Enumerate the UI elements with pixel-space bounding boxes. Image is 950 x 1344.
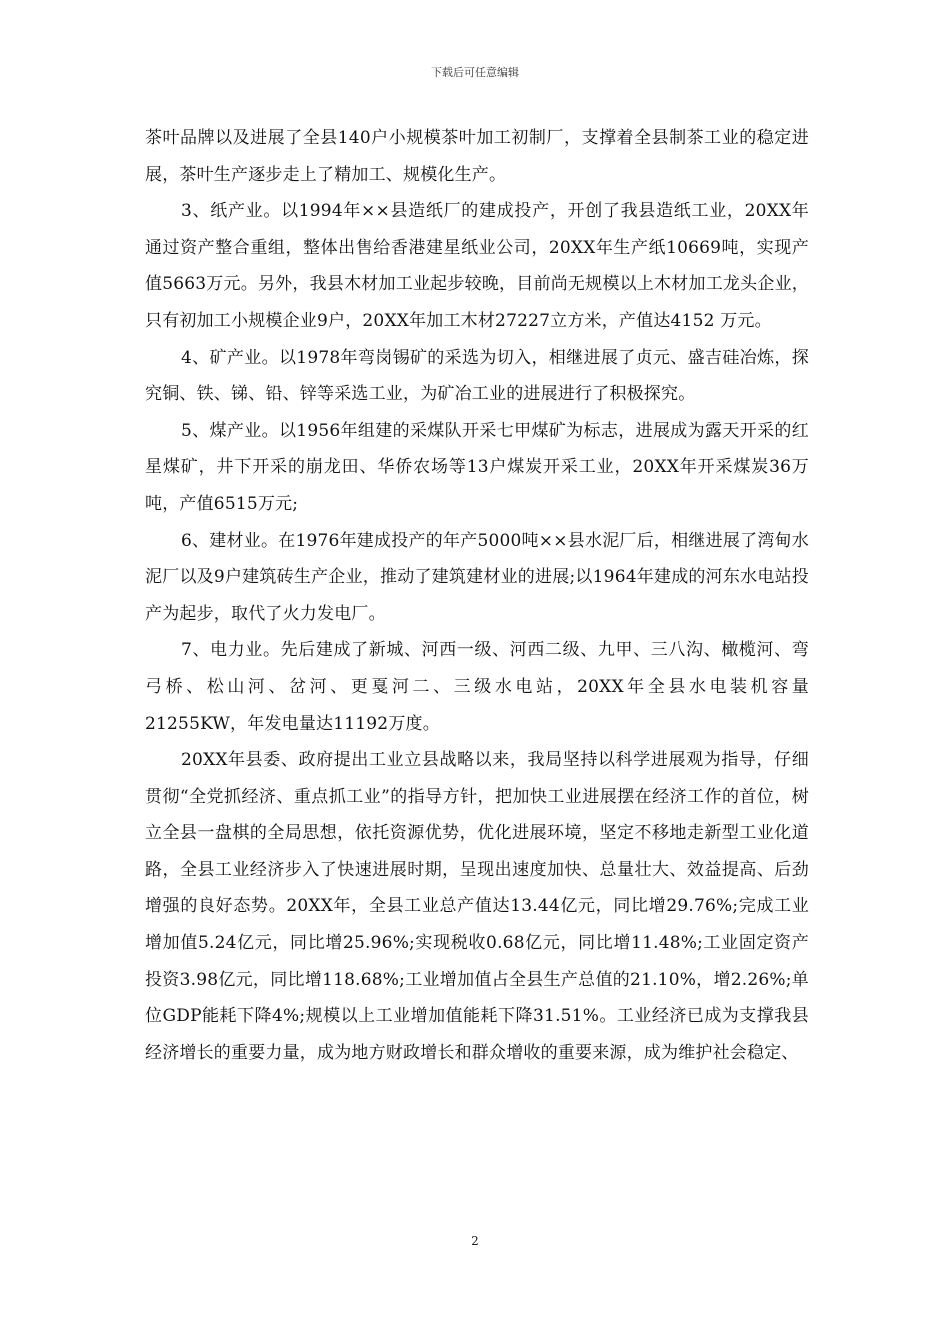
- document-body: [145, 120, 809, 1071]
- paragraph-power-industry: 7、电力业。先后建成了新城、河西一级、河西二级、九甲、三八沟、橄榄河、弯弓桥、松山河、岔河、更戛河二、三级水电站，20XX年全县水电装机容量21255KW，年发电量达11192万度。: [145, 640, 809, 734]
- page-header: 下载后可任意编辑: [431, 66, 519, 79]
- paragraph-coal-industry: 5、煤产业。以1956年组建的采煤队开采七甲煤矿为标志，进展成为露天开采的红星煤矿，井下开采的崩龙田、华侨农场等13户煤炭开采工业，20XX年开采煤炭36万吨，产值6515万元;: [145, 420, 809, 514]
- paragraph-mining-industry: 4、矿产业。以1978年弯岗锡矿的采选为切入，相继进展了贞元、盛吉硅冶炼，探究铜、铁、锑、铅、锌等采选工业，为矿冶工业的进展进行了积极探究。: [145, 347, 809, 405]
- page-number: 2: [471, 1234, 479, 1248]
- paragraph-building-materials: 6、建材业。在1976年建成投产的年产5000吨××县水泥厂后，相继进展了湾甸水泥厂以及9户建筑砖生产企业，推动了建筑建材业的进展;以1964年建成的河东水电站投产为起步，取代了火力发电厂。: [145, 530, 809, 624]
- paragraph-continuation: 茶叶品牌以及进展了全县140户小规模茶叶加工初制厂，支撑着全县制茶工业的稳定进展，茶叶生产逐步走上了精加工、规模化生产。: [145, 128, 809, 185]
- paragraph-industrial-strategy: 20XX年县委、政府提出工业立县战略以来，我局坚持以科学进展观为指导，仔细贯彻“全党抓经济、重点抓工业”的指导方针，把加快工业进展摆在经济工作的首位，树立全县一盘棋的全局思想，依托资源优势，优化进展环境，坚定不移地走新型工业化道路，全县工业经济步入了快速进展时期，呈现出速度加快、总量壮大、效益提高、后劲增强的良好态势。20XX年，全县工业总产值达13.44亿元，同比增29.76%;完成工业增加值5.24亿元，同比增25.96%;实现税收0.68亿元，同比增11.48%;工业固定资产投资3.98亿元，同比增118.68%;工业增加值占全县生产总值的21.10%，增2.26%;单位GDP能耗下降4%;规模以上工业增加值能耗下降31.51%。工业经济已成为支撑我县经济增长的重要力量，成为地方财政增长和群众增收的重要来源，成为维护社会稳定、: [145, 750, 809, 1063]
- paragraph-paper-industry: 3、纸产业。以1994年××县造纸厂的建成投产，开创了我县造纸工业，20XX年通过资产整合重组，整体出售给香港建星纸业公司，20XX年生产纸10669吨，实现产值5663万元。另外，我县木材加工业起步较晚，目前尚无规模以上木材加工龙头企业，只有初加工小规模企业9户，20XX年加工木材27227立方米，产值达4152 万元。: [145, 201, 809, 331]
